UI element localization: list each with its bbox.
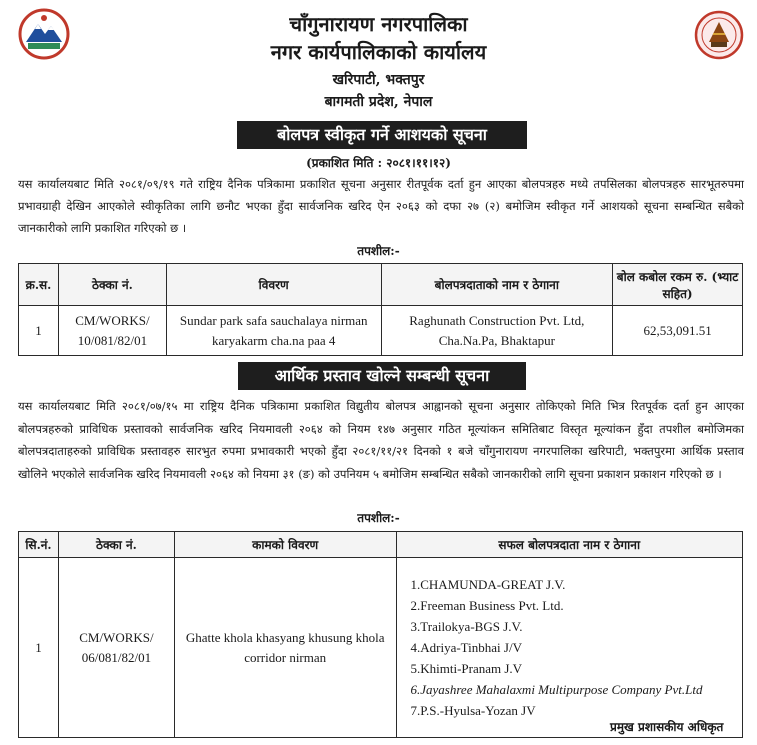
header-successful-bidders: सफल बोलपत्रदाता नाम र ठेगाना: [396, 532, 743, 558]
address-line-1: खरिपाटी, भक्तपुर: [332, 72, 425, 88]
table-header-row: [19, 264, 743, 306]
header-sn: सि.नं.: [19, 532, 59, 558]
list-item: 6.Jayashree Mahalaxmi Multipurpose Company Pvt.Ltd: [410, 682, 703, 697]
cell-bidders-list: [396, 558, 743, 738]
list-item: 7.P.S.-Hyulsa-Yozan JV: [410, 703, 536, 718]
header-description: विवरण: [166, 264, 381, 306]
notice2-body: यस कार्यालयबाट मिति २०८१/०७/१५ मा राष्ट्रिय दैनिक पत्रिकामा प्रकाशित विद्युतीय बोलपत्र आह्वानको सूचना अनुसार तोकिएको मिति भित्र रितपूर्वक दर्ता हुन आएका बोलपत्रहरुको प्राविधिक प्रस्तावको सार्वजनिक खरिद नियमावली २०६४ को नियम १४७ अनुसार गठित मूल्यांकन समितिबाट विस्तृत मूल्यांकन हुँदा तपशील बमोजिमका बोलपत्रदाताहरुको प्राविधिक प्रस्तावहरु सारभुत रुपमा प्रभावकारी भएको हुँदा २०८१/११/२१ दिनको १ बजे चाँगुनारायण नगरपालिका खरिपाटी, भक्तपुरमा आर्थिक प्रस्ताव खोलिने भएकोले सार्वजनिक खरिद नियमावली २०६४ को नियमा ३१ (ङ) को उपनियम ५ बमोजिम सम्बन्धित सबैको जानकारीको लागि सूचना प्रकाशन प्रकाशन गरिएको छ ।: [18, 399, 744, 481]
table-row: [19, 306, 743, 356]
notice2-table: [18, 531, 743, 738]
office-name: नगर कार्यपालिकाको कार्यालय: [270, 40, 487, 64]
header-work-description: कामको विवरण: [174, 532, 396, 558]
table-header-row: [19, 532, 743, 558]
cell-amount: 62,53,091.51: [613, 306, 743, 356]
header-amount: बोल कबोल रकम रु. (भ्याट सहित): [613, 264, 743, 306]
list-item: 4.Adriya-Tinbhai J/V: [410, 640, 522, 655]
notice1-title: बोलपत्र स्वीकृत गर्ने आशयको सूचना: [237, 121, 527, 149]
notice2-title: आर्थिक प्रस्ताव खोल्ने सम्बन्धी सूचना: [238, 362, 526, 390]
list-item: 5.Khimti-Pranam J.V: [410, 661, 523, 676]
notice1-table: [18, 263, 743, 356]
notice1-body: यस कार्यालयबाट मिति २०८१/०९/१९ गते राष्ट्रिय दैनिक पत्रिकामा प्रकाशित सूचना अनुसार रीतपूर्वक दर्ता हुन आएका बोलपत्रहरु मध्ये तपसिलका बोलपत्रहरु सारभूतरुपमा प्रभावग्राही देखिन आएकोले स्वीकृतिका लागि छनौट भएका हुँदा सार्वजनिक खरिद ऐन २०६३ को दफा २७ (२) बमोजिम स्वीकृत गर्ने आशयको सूचना सम्बन्धित सबैको जानकारीको लागि प्रकाशित गरिएको छ ।: [18, 177, 744, 235]
cell-description: Ghatte khola khasyang khusung khola corridor nirman: [174, 558, 396, 738]
address-line-2: बागमती प्रदेश, नेपाल: [324, 94, 433, 110]
cell-sn: 1: [19, 306, 59, 356]
cell-contract-no: CM/WORKS/ 06/081/82/01: [58, 558, 174, 738]
published-date: (प्रकाशित मिति : २०८१।११।१२): [306, 156, 451, 170]
cell-contract-no: CM/WORKS/ 10/081/82/01: [58, 306, 166, 356]
header-contract-no: ठेक्का नं.: [58, 532, 174, 558]
notice1-tapsil-label: तपशील:-: [357, 244, 400, 258]
list-item: 3.Trailokya-BGS J.V.: [410, 619, 523, 634]
header-contract-no: ठेक्का नं.: [58, 264, 166, 306]
organization-name: चाँगुनारायण नगरपालिका: [289, 12, 468, 36]
list-item: 1.CHAMUNDA-GREAT J.V.: [410, 577, 566, 592]
header-sn: क्र.स.: [19, 264, 59, 306]
notice2-tapsil-label: तपशील:-: [357, 511, 400, 525]
header-bidder: बोलपत्रदाताको नाम र ठेगाना: [381, 264, 613, 306]
list-item: 2.Freeman Business Pvt. Ltd.: [410, 598, 564, 613]
signature-title: प्रमुख प्रशासकीय अधिकृत: [610, 720, 724, 734]
cell-bidder: Raghunath Construction Pvt. Ltd, Cha.Na.Pa, Bhaktapur: [381, 306, 613, 356]
cell-sn: 1: [19, 558, 59, 738]
table-row: [19, 558, 743, 738]
cell-description: Sundar park safa sauchalaya nirman karyakarm cha.na paa 4: [166, 306, 381, 356]
